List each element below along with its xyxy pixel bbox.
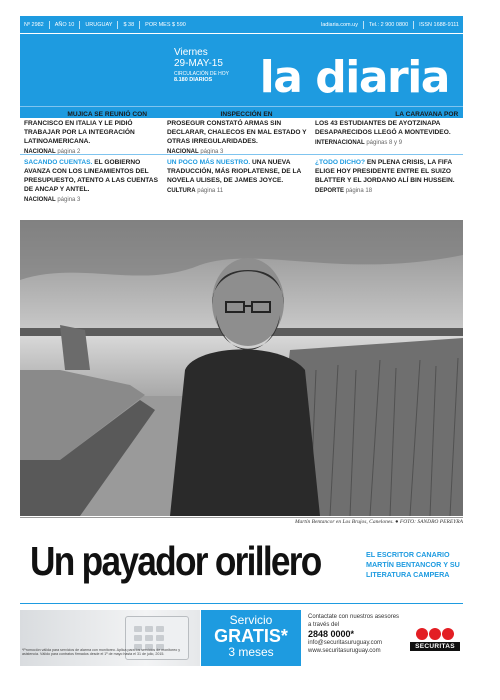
section-label: DEPORTE (315, 188, 345, 194)
headline-text: EN PLENA CRISIS, LA FIFA ELIGE HOY PRESIDENTE ENTRE EL SUIZO BLATTER Y EL JORDANO ALÍ BIN HUSSEIN. (315, 159, 455, 184)
circulation-count: 8.180 DIARIOS (174, 77, 213, 83)
page-ref: página 3 (57, 197, 81, 203)
ad-email[interactable]: info@securitasuruguay.com (308, 640, 383, 646)
headline-kicker: NO ES PAPA. (24, 111, 66, 118)
headlines-grid (20, 106, 463, 202)
headline-text: LA CARAVANA POR LOS 43 ESTUDIANTES DE AYOTZINAPA DESAPARECIDOS LLEGÓ A MONTEVIDEO. (315, 111, 459, 136)
headline-kicker: POCO SEGURO. (167, 111, 219, 118)
securitas-ad[interactable] (20, 610, 463, 666)
separator (139, 21, 140, 29)
separator (413, 21, 414, 29)
subscription-label: POR MES $ 590 (145, 21, 186, 28)
separator (49, 21, 50, 29)
ad-contact (308, 614, 404, 655)
headline-item[interactable] (311, 154, 463, 202)
website-link[interactable]: ladiaria.com.uy (320, 21, 358, 28)
page-ref: página 11 (197, 188, 224, 194)
ad-fine-print: *Promoción válida para servicios de alarma con monitoreo. Aplica para los servicios de monitoreo y asistencia. Válido para contratos firmados desde el 1º de mayo hasta el 31 de julio, 2015. (22, 648, 181, 657)
top-info-bar (20, 16, 463, 33)
photo-caption: Martín Bentancor en Los Brujos, Canelones. ● FOTO: SANDRO PEREYRA (294, 519, 463, 525)
keypad-icon (134, 626, 164, 650)
ad-offer-box (201, 610, 301, 666)
page-ref: página 3 (200, 149, 224, 155)
headline-item[interactable] (311, 106, 463, 154)
section-label: NACIONAL (24, 197, 56, 203)
issue-date: 29-MAY-15 (174, 58, 223, 69)
caption-divider (20, 517, 463, 518)
headline-kicker: SACANDO CUENTAS. (24, 159, 93, 166)
bottom-divider (20, 603, 463, 604)
issn-label: ISSN 1688-9111 (419, 21, 459, 28)
headline-kicker: ¿TODO DICHO? (315, 159, 366, 166)
ad-photo (20, 610, 200, 666)
country-label: URUGUAY (85, 21, 113, 28)
ad-phone[interactable]: 2848 0000* (308, 629, 355, 639)
headline-kicker: UN POCO MÁS NUESTRO. (167, 159, 251, 166)
separator (79, 21, 80, 29)
weekday: Viernes (174, 47, 208, 58)
price-label: $ 38 (123, 21, 135, 28)
page-ref: página 2 (57, 149, 81, 155)
securitas-logo (410, 628, 460, 658)
main-headline[interactable]: Un payador orillero (30, 538, 321, 584)
section-label: INTERNACIONAL (315, 140, 365, 146)
headline-item[interactable] (20, 106, 163, 154)
separator (117, 21, 118, 29)
newspaper-front-page (20, 16, 463, 118)
section-label: NACIONAL (167, 149, 199, 155)
headline-text: UNA NUEVA TRADUCCIÓN, MÁS RIOPLATENSE, DE LA NOVELA ULISES, DE JAMES JOYCE. (167, 159, 302, 184)
headline-text: EL GOBIERNO AVANZA CON LOS LINEAMIENTOS DEL PRESUPUESTO, ATENTO A LAS CUENTAS DE ANCAP Y ANTEL. (24, 159, 158, 193)
telephone-label: Tel.: 2 900 0800 (368, 21, 409, 28)
separator (363, 21, 364, 29)
circulation-label: CIRCULACIÓN DE HOY (174, 71, 230, 77)
date-block (174, 47, 229, 83)
main-subhead: EL ESCRITOR CANARIO MARTÍN BENTANCOR Y SU LITERATURA CAMPERA (366, 550, 460, 579)
section-label: CULTURA (167, 188, 196, 194)
page-ref: páginas 8 y 9 (366, 140, 403, 146)
year-label: AÑO 10 (54, 21, 75, 28)
headline-item[interactable] (163, 106, 311, 154)
ad-offer-line1: Servicio (229, 613, 273, 627)
headline-item[interactable] (20, 154, 163, 202)
headline-text: MUJICA SE REUNIÓ CON FRANCISCO EN ITALIA Y LE PIDIÓ TRABAJAR POR LA INTEGRACIÓN LATINOAMERICANA. (24, 111, 147, 145)
ad-contact-text: Contactate con nuestros asesores a través del (308, 614, 400, 628)
securitas-dots-icon (410, 628, 460, 640)
ad-offer-line3: 3 meses (228, 645, 274, 659)
newspaper-logo: la diaria (259, 52, 449, 103)
headline-text: INSPECCIÓN EN PROSEGUR CONSTATÓ ARMAS SIN DECLARAR, CHALECOS EN MAL ESTADO Y OTRAS IRREGULARIDADES. (167, 111, 307, 145)
page-ref: página 18 (345, 188, 373, 194)
photo-illustration (20, 220, 463, 516)
ad-offer-line2: GRATIS* (214, 626, 288, 646)
issue-number: Nº 2982 (24, 21, 44, 28)
securitas-brand: SECURITAS (410, 642, 460, 651)
headline-item[interactable] (163, 154, 311, 202)
main-photo[interactable] (20, 220, 463, 516)
section-label: NACIONAL (24, 149, 56, 155)
ad-web[interactable]: www.securitasuruguay.com (308, 647, 381, 654)
headline-kicker: DE SETIEMBRE A MAYO. (315, 111, 394, 118)
